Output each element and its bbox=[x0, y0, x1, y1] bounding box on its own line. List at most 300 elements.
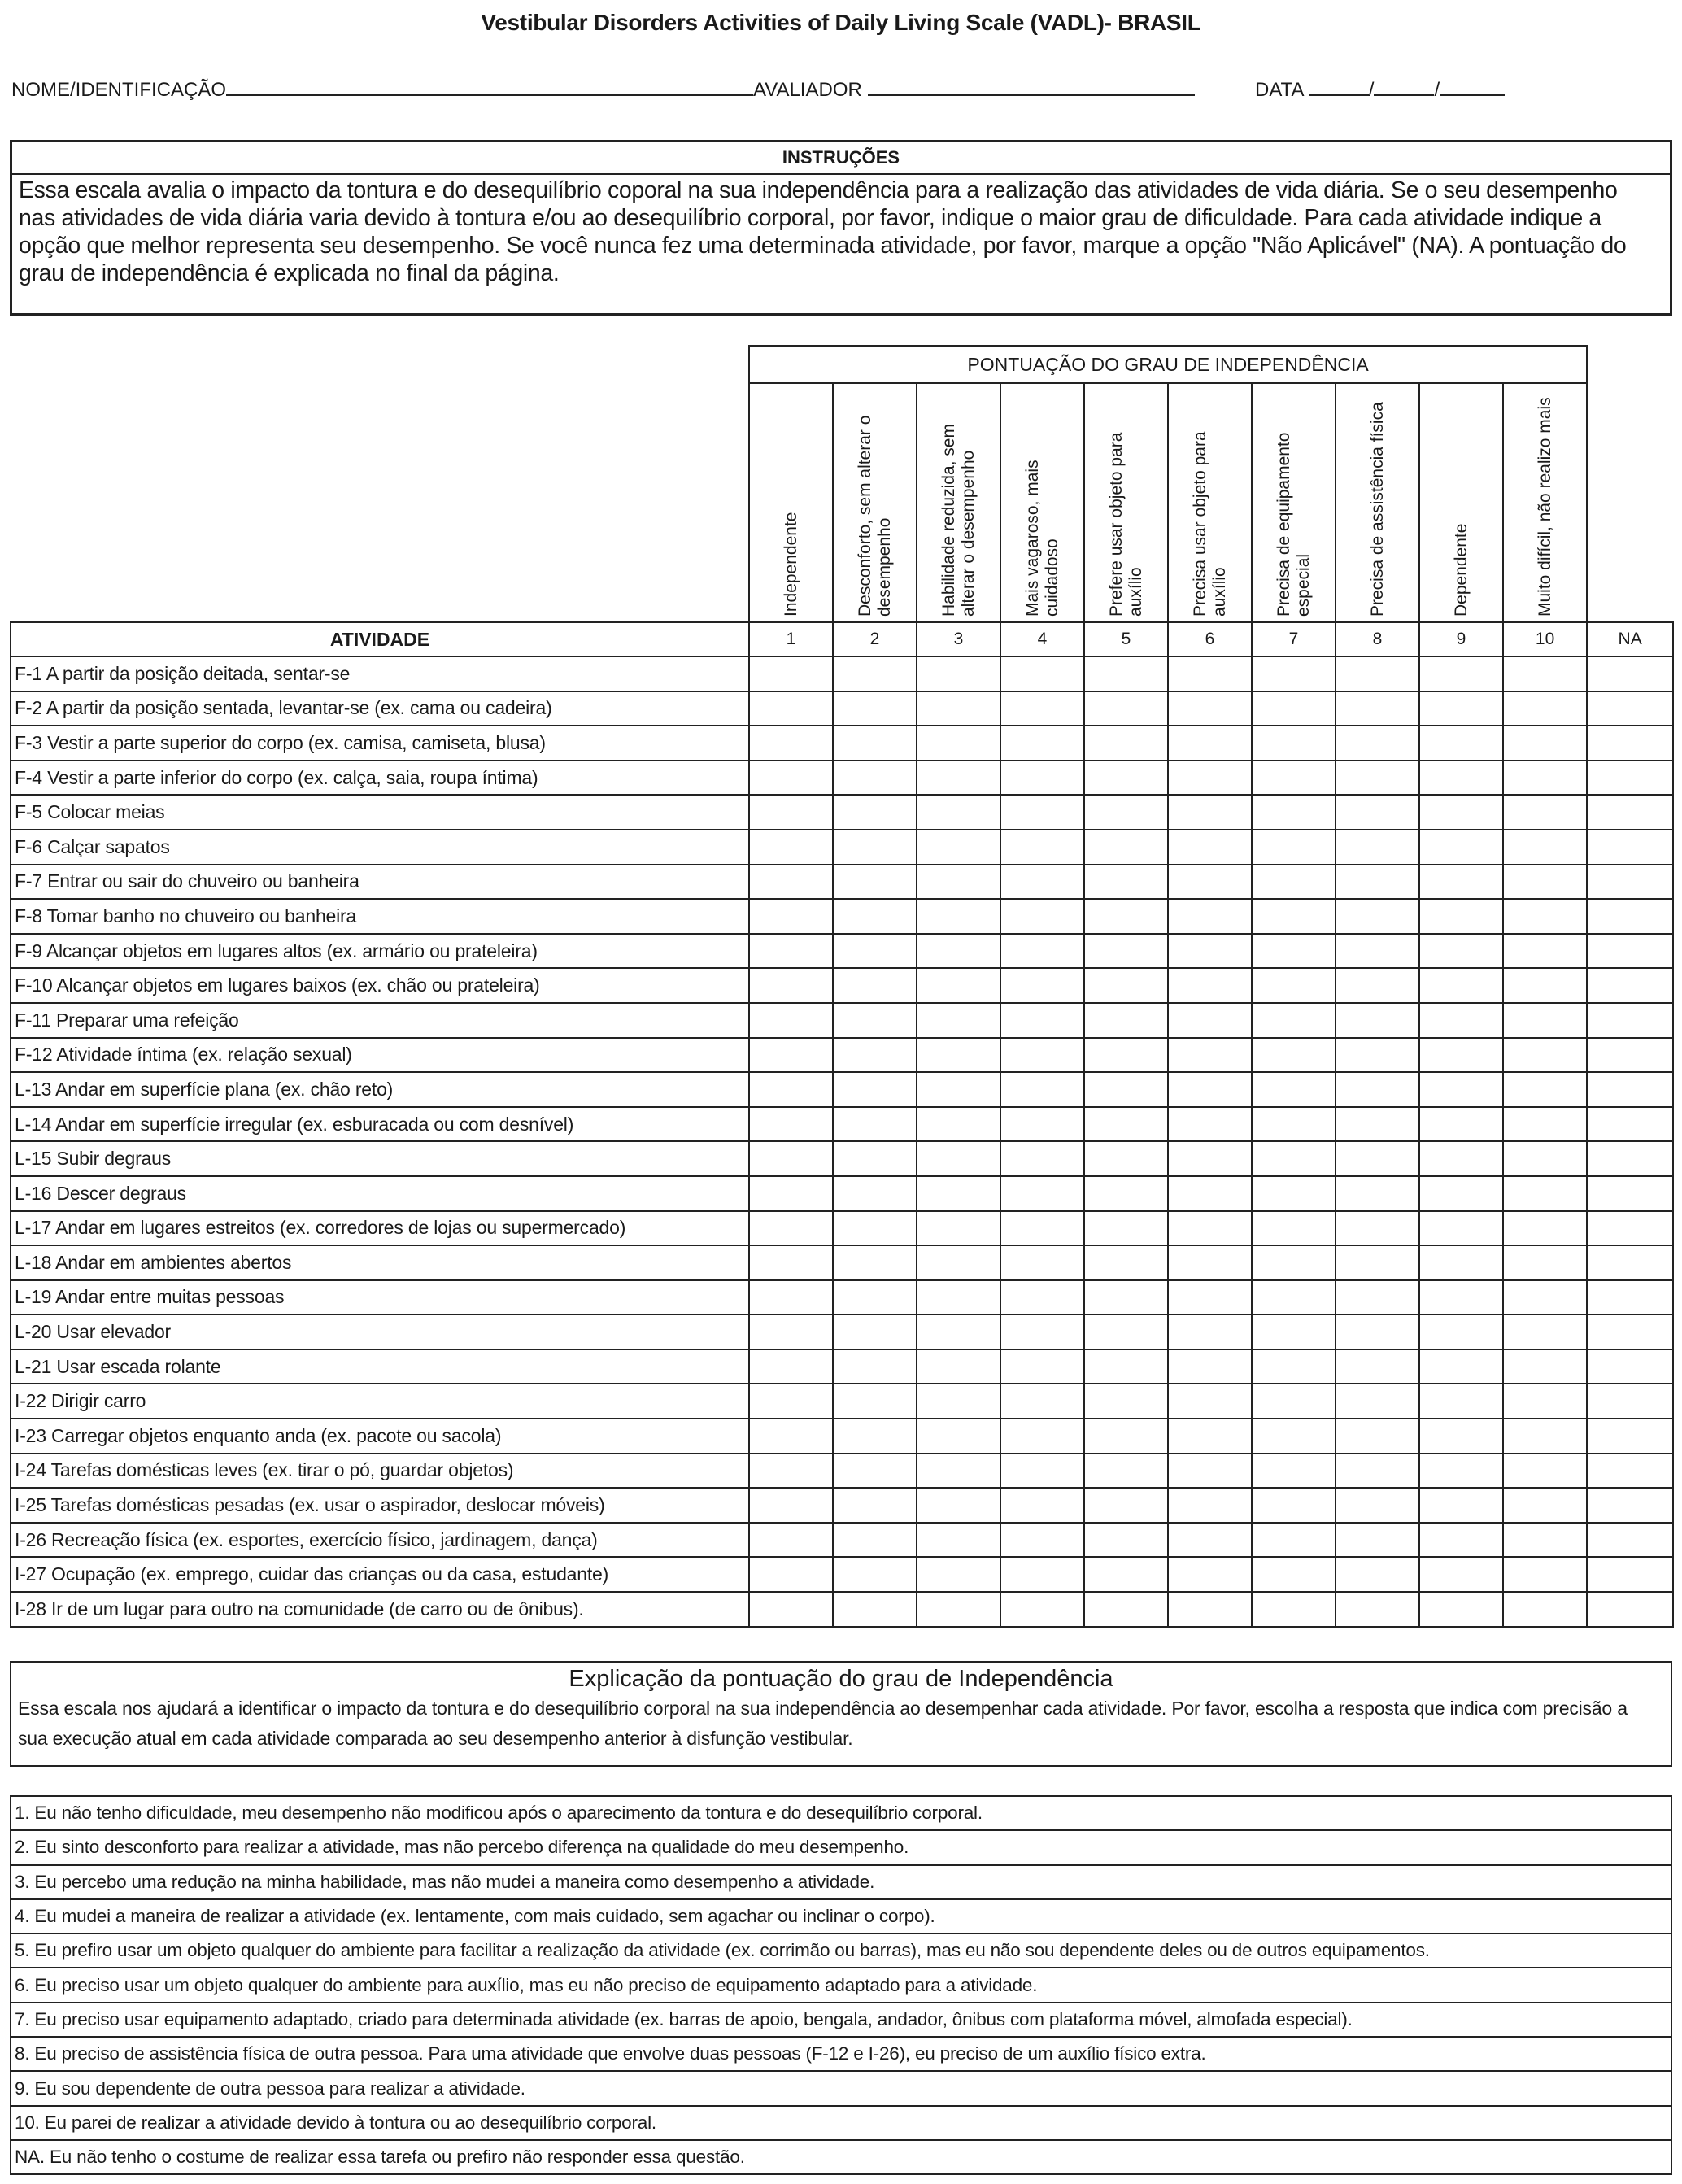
score-cell-3[interactable] bbox=[917, 1038, 1000, 1073]
score-cell-6[interactable] bbox=[1168, 795, 1252, 830]
score-cell-2[interactable] bbox=[833, 1211, 917, 1246]
score-cell-8[interactable] bbox=[1336, 1384, 1419, 1419]
score-cell-na[interactable] bbox=[1587, 691, 1673, 726]
score-cell-10[interactable] bbox=[1503, 1592, 1587, 1627]
score-cell-6[interactable] bbox=[1168, 1419, 1252, 1454]
score-cell-1[interactable] bbox=[749, 1141, 833, 1176]
score-cell-5[interactable] bbox=[1084, 1107, 1168, 1142]
score-cell-3[interactable] bbox=[917, 1349, 1000, 1384]
score-cell-6[interactable] bbox=[1168, 726, 1252, 761]
score-cell-10[interactable] bbox=[1503, 1280, 1587, 1315]
score-cell-9[interactable] bbox=[1419, 934, 1503, 969]
score-cell-7[interactable] bbox=[1252, 1072, 1336, 1107]
score-cell-2[interactable] bbox=[833, 1419, 917, 1454]
score-cell-6[interactable] bbox=[1168, 1523, 1252, 1558]
score-cell-7[interactable] bbox=[1252, 1003, 1336, 1038]
score-cell-6[interactable] bbox=[1168, 1176, 1252, 1211]
score-cell-4[interactable] bbox=[1000, 1523, 1084, 1558]
score-cell-7[interactable] bbox=[1252, 1488, 1336, 1523]
score-cell-6[interactable] bbox=[1168, 1245, 1252, 1280]
score-cell-5[interactable] bbox=[1084, 1488, 1168, 1523]
score-cell-5[interactable] bbox=[1084, 1419, 1168, 1454]
score-cell-7[interactable] bbox=[1252, 1454, 1336, 1489]
score-cell-3[interactable] bbox=[917, 865, 1000, 900]
score-cell-4[interactable] bbox=[1000, 1003, 1084, 1038]
score-cell-10[interactable] bbox=[1503, 934, 1587, 969]
score-cell-1[interactable] bbox=[749, 761, 833, 796]
score-cell-1[interactable] bbox=[749, 1314, 833, 1349]
score-cell-1[interactable] bbox=[749, 1557, 833, 1592]
score-cell-9[interactable] bbox=[1419, 1314, 1503, 1349]
score-cell-5[interactable] bbox=[1084, 968, 1168, 1003]
score-cell-2[interactable] bbox=[833, 1557, 917, 1592]
score-cell-6[interactable] bbox=[1168, 1592, 1252, 1627]
score-cell-na[interactable] bbox=[1587, 1384, 1673, 1419]
score-cell-5[interactable] bbox=[1084, 761, 1168, 796]
score-cell-5[interactable] bbox=[1084, 899, 1168, 934]
score-cell-10[interactable] bbox=[1503, 1454, 1587, 1489]
score-cell-na[interactable] bbox=[1587, 795, 1673, 830]
score-cell-1[interactable] bbox=[749, 934, 833, 969]
score-cell-na[interactable] bbox=[1587, 1072, 1673, 1107]
score-cell-9[interactable] bbox=[1419, 830, 1503, 865]
score-cell-na[interactable] bbox=[1587, 1176, 1673, 1211]
score-cell-10[interactable] bbox=[1503, 899, 1587, 934]
score-cell-7[interactable] bbox=[1252, 1245, 1336, 1280]
score-cell-7[interactable] bbox=[1252, 830, 1336, 865]
score-cell-10[interactable] bbox=[1503, 1419, 1587, 1454]
score-cell-6[interactable] bbox=[1168, 1557, 1252, 1592]
evaluator-field[interactable] bbox=[753, 78, 1195, 102]
score-cell-6[interactable] bbox=[1168, 934, 1252, 969]
score-cell-10[interactable] bbox=[1503, 1523, 1587, 1558]
score-cell-7[interactable] bbox=[1252, 1141, 1336, 1176]
score-cell-3[interactable] bbox=[917, 1176, 1000, 1211]
score-cell-2[interactable] bbox=[833, 865, 917, 900]
score-cell-5[interactable] bbox=[1084, 795, 1168, 830]
score-cell-4[interactable] bbox=[1000, 1349, 1084, 1384]
score-cell-10[interactable] bbox=[1503, 1107, 1587, 1142]
score-cell-1[interactable] bbox=[749, 968, 833, 1003]
score-cell-na[interactable] bbox=[1587, 656, 1673, 691]
score-cell-9[interactable] bbox=[1419, 899, 1503, 934]
score-cell-2[interactable] bbox=[833, 968, 917, 1003]
score-cell-8[interactable] bbox=[1336, 1107, 1419, 1142]
score-cell-10[interactable] bbox=[1503, 1245, 1587, 1280]
score-cell-2[interactable] bbox=[833, 830, 917, 865]
score-cell-4[interactable] bbox=[1000, 1245, 1084, 1280]
score-cell-8[interactable] bbox=[1336, 830, 1419, 865]
score-cell-10[interactable] bbox=[1503, 968, 1587, 1003]
score-cell-7[interactable] bbox=[1252, 934, 1336, 969]
score-cell-na[interactable] bbox=[1587, 1488, 1673, 1523]
score-cell-9[interactable] bbox=[1419, 968, 1503, 1003]
score-cell-8[interactable] bbox=[1336, 795, 1419, 830]
score-cell-9[interactable] bbox=[1419, 1384, 1503, 1419]
score-cell-9[interactable] bbox=[1419, 1107, 1503, 1142]
score-cell-5[interactable] bbox=[1084, 865, 1168, 900]
score-cell-4[interactable] bbox=[1000, 656, 1084, 691]
score-cell-2[interactable] bbox=[833, 795, 917, 830]
score-cell-8[interactable] bbox=[1336, 1072, 1419, 1107]
score-cell-7[interactable] bbox=[1252, 1557, 1336, 1592]
score-cell-3[interactable] bbox=[917, 1384, 1000, 1419]
score-cell-10[interactable] bbox=[1503, 1488, 1587, 1523]
score-cell-8[interactable] bbox=[1336, 968, 1419, 1003]
score-cell-9[interactable] bbox=[1419, 1211, 1503, 1246]
score-cell-6[interactable] bbox=[1168, 656, 1252, 691]
score-cell-2[interactable] bbox=[833, 1245, 917, 1280]
score-cell-5[interactable] bbox=[1084, 1072, 1168, 1107]
score-cell-na[interactable] bbox=[1587, 1141, 1673, 1176]
score-cell-2[interactable] bbox=[833, 1454, 917, 1489]
score-cell-2[interactable] bbox=[833, 1107, 917, 1142]
score-cell-2[interactable] bbox=[833, 1488, 917, 1523]
score-cell-4[interactable] bbox=[1000, 1314, 1084, 1349]
score-cell-4[interactable] bbox=[1000, 1384, 1084, 1419]
date-field[interactable] bbox=[1255, 78, 1505, 102]
score-cell-9[interactable] bbox=[1419, 1176, 1503, 1211]
score-cell-9[interactable] bbox=[1419, 795, 1503, 830]
score-cell-6[interactable] bbox=[1168, 1280, 1252, 1315]
score-cell-na[interactable] bbox=[1587, 1523, 1673, 1558]
score-cell-2[interactable] bbox=[833, 1349, 917, 1384]
score-cell-9[interactable] bbox=[1419, 1592, 1503, 1627]
score-cell-3[interactable] bbox=[917, 899, 1000, 934]
score-cell-4[interactable] bbox=[1000, 691, 1084, 726]
score-cell-9[interactable] bbox=[1419, 1072, 1503, 1107]
score-cell-6[interactable] bbox=[1168, 1384, 1252, 1419]
score-cell-9[interactable] bbox=[1419, 1280, 1503, 1315]
score-cell-2[interactable] bbox=[833, 1523, 917, 1558]
score-cell-5[interactable] bbox=[1084, 656, 1168, 691]
score-cell-3[interactable] bbox=[917, 1245, 1000, 1280]
score-cell-5[interactable] bbox=[1084, 1038, 1168, 1073]
score-cell-9[interactable] bbox=[1419, 761, 1503, 796]
score-cell-10[interactable] bbox=[1503, 726, 1587, 761]
score-cell-8[interactable] bbox=[1336, 1419, 1419, 1454]
score-cell-na[interactable] bbox=[1587, 1211, 1673, 1246]
score-cell-1[interactable] bbox=[749, 899, 833, 934]
score-cell-4[interactable] bbox=[1000, 934, 1084, 969]
score-cell-7[interactable] bbox=[1252, 1349, 1336, 1384]
score-cell-1[interactable] bbox=[749, 1488, 833, 1523]
score-cell-9[interactable] bbox=[1419, 1419, 1503, 1454]
score-cell-2[interactable] bbox=[833, 1003, 917, 1038]
score-cell-5[interactable] bbox=[1084, 1592, 1168, 1627]
score-cell-6[interactable] bbox=[1168, 1211, 1252, 1246]
score-cell-8[interactable] bbox=[1336, 1523, 1419, 1558]
score-cell-na[interactable] bbox=[1587, 830, 1673, 865]
score-cell-1[interactable] bbox=[749, 1072, 833, 1107]
score-cell-8[interactable] bbox=[1336, 1003, 1419, 1038]
score-cell-5[interactable] bbox=[1084, 1454, 1168, 1489]
score-cell-8[interactable] bbox=[1336, 934, 1419, 969]
score-cell-10[interactable] bbox=[1503, 1141, 1587, 1176]
score-cell-2[interactable] bbox=[833, 1280, 917, 1315]
score-cell-5[interactable] bbox=[1084, 726, 1168, 761]
score-cell-5[interactable] bbox=[1084, 1280, 1168, 1315]
score-cell-4[interactable] bbox=[1000, 1488, 1084, 1523]
score-cell-5[interactable] bbox=[1084, 1141, 1168, 1176]
score-cell-4[interactable] bbox=[1000, 1592, 1084, 1627]
score-cell-5[interactable] bbox=[1084, 1245, 1168, 1280]
score-cell-10[interactable] bbox=[1503, 656, 1587, 691]
score-cell-5[interactable] bbox=[1084, 1349, 1168, 1384]
score-cell-1[interactable] bbox=[749, 1280, 833, 1315]
score-cell-1[interactable] bbox=[749, 1245, 833, 1280]
score-cell-10[interactable] bbox=[1503, 865, 1587, 900]
score-cell-7[interactable] bbox=[1252, 691, 1336, 726]
score-cell-3[interactable] bbox=[917, 1003, 1000, 1038]
score-cell-7[interactable] bbox=[1252, 1211, 1336, 1246]
score-cell-3[interactable] bbox=[917, 726, 1000, 761]
score-cell-3[interactable] bbox=[917, 1488, 1000, 1523]
score-cell-na[interactable] bbox=[1587, 968, 1673, 1003]
score-cell-3[interactable] bbox=[917, 934, 1000, 969]
score-cell-6[interactable] bbox=[1168, 761, 1252, 796]
score-cell-2[interactable] bbox=[833, 1141, 917, 1176]
score-cell-6[interactable] bbox=[1168, 830, 1252, 865]
score-cell-6[interactable] bbox=[1168, 968, 1252, 1003]
score-cell-3[interactable] bbox=[917, 968, 1000, 1003]
score-cell-3[interactable] bbox=[917, 656, 1000, 691]
score-cell-8[interactable] bbox=[1336, 1280, 1419, 1315]
score-cell-1[interactable] bbox=[749, 1592, 833, 1627]
score-cell-3[interactable] bbox=[917, 1107, 1000, 1142]
score-cell-na[interactable] bbox=[1587, 726, 1673, 761]
score-cell-8[interactable] bbox=[1336, 656, 1419, 691]
score-cell-3[interactable] bbox=[917, 1280, 1000, 1315]
score-cell-7[interactable] bbox=[1252, 761, 1336, 796]
score-cell-10[interactable] bbox=[1503, 1038, 1587, 1073]
score-cell-4[interactable] bbox=[1000, 1072, 1084, 1107]
score-cell-3[interactable] bbox=[917, 1141, 1000, 1176]
score-cell-4[interactable] bbox=[1000, 761, 1084, 796]
score-cell-4[interactable] bbox=[1000, 1211, 1084, 1246]
score-cell-6[interactable] bbox=[1168, 1107, 1252, 1142]
score-cell-1[interactable] bbox=[749, 1211, 833, 1246]
score-cell-na[interactable] bbox=[1587, 761, 1673, 796]
score-cell-7[interactable] bbox=[1252, 1280, 1336, 1315]
score-cell-10[interactable] bbox=[1503, 830, 1587, 865]
score-cell-1[interactable] bbox=[749, 1454, 833, 1489]
score-cell-5[interactable] bbox=[1084, 1557, 1168, 1592]
score-cell-3[interactable] bbox=[917, 1072, 1000, 1107]
score-cell-10[interactable] bbox=[1503, 761, 1587, 796]
score-cell-10[interactable] bbox=[1503, 1384, 1587, 1419]
score-cell-5[interactable] bbox=[1084, 1176, 1168, 1211]
score-cell-1[interactable] bbox=[749, 1176, 833, 1211]
score-cell-9[interactable] bbox=[1419, 1557, 1503, 1592]
score-cell-4[interactable] bbox=[1000, 830, 1084, 865]
score-cell-5[interactable] bbox=[1084, 934, 1168, 969]
score-cell-6[interactable] bbox=[1168, 1003, 1252, 1038]
score-cell-10[interactable] bbox=[1503, 1211, 1587, 1246]
score-cell-4[interactable] bbox=[1000, 1280, 1084, 1315]
score-cell-6[interactable] bbox=[1168, 1349, 1252, 1384]
score-cell-3[interactable] bbox=[917, 1454, 1000, 1489]
score-cell-4[interactable] bbox=[1000, 865, 1084, 900]
score-cell-6[interactable] bbox=[1168, 1488, 1252, 1523]
score-cell-1[interactable] bbox=[749, 1384, 833, 1419]
score-cell-4[interactable] bbox=[1000, 726, 1084, 761]
score-cell-na[interactable] bbox=[1587, 865, 1673, 900]
score-cell-na[interactable] bbox=[1587, 1314, 1673, 1349]
score-cell-1[interactable] bbox=[749, 656, 833, 691]
score-cell-3[interactable] bbox=[917, 761, 1000, 796]
score-cell-na[interactable] bbox=[1587, 1003, 1673, 1038]
score-cell-2[interactable] bbox=[833, 1072, 917, 1107]
score-cell-6[interactable] bbox=[1168, 1072, 1252, 1107]
score-cell-4[interactable] bbox=[1000, 1038, 1084, 1073]
score-cell-na[interactable] bbox=[1587, 1454, 1673, 1489]
score-cell-1[interactable] bbox=[749, 795, 833, 830]
score-cell-1[interactable] bbox=[749, 1523, 833, 1558]
score-cell-2[interactable] bbox=[833, 1384, 917, 1419]
score-cell-10[interactable] bbox=[1503, 795, 1587, 830]
score-cell-9[interactable] bbox=[1419, 1454, 1503, 1489]
score-cell-8[interactable] bbox=[1336, 761, 1419, 796]
score-cell-1[interactable] bbox=[749, 1038, 833, 1073]
score-cell-8[interactable] bbox=[1336, 1038, 1419, 1073]
score-cell-8[interactable] bbox=[1336, 899, 1419, 934]
score-cell-7[interactable] bbox=[1252, 1107, 1336, 1142]
score-cell-5[interactable] bbox=[1084, 691, 1168, 726]
score-cell-8[interactable] bbox=[1336, 1488, 1419, 1523]
score-cell-10[interactable] bbox=[1503, 1314, 1587, 1349]
score-cell-7[interactable] bbox=[1252, 1384, 1336, 1419]
score-cell-7[interactable] bbox=[1252, 795, 1336, 830]
score-cell-9[interactable] bbox=[1419, 865, 1503, 900]
score-cell-na[interactable] bbox=[1587, 1107, 1673, 1142]
score-cell-na[interactable] bbox=[1587, 1419, 1673, 1454]
score-cell-1[interactable] bbox=[749, 1349, 833, 1384]
score-cell-6[interactable] bbox=[1168, 865, 1252, 900]
score-cell-2[interactable] bbox=[833, 1314, 917, 1349]
score-cell-7[interactable] bbox=[1252, 656, 1336, 691]
date-day-line[interactable] bbox=[1309, 78, 1369, 96]
score-cell-8[interactable] bbox=[1336, 1314, 1419, 1349]
score-cell-1[interactable] bbox=[749, 1419, 833, 1454]
score-cell-2[interactable] bbox=[833, 656, 917, 691]
score-cell-6[interactable] bbox=[1168, 691, 1252, 726]
score-cell-3[interactable] bbox=[917, 1557, 1000, 1592]
score-cell-5[interactable] bbox=[1084, 1314, 1168, 1349]
score-cell-4[interactable] bbox=[1000, 1557, 1084, 1592]
score-cell-10[interactable] bbox=[1503, 1349, 1587, 1384]
score-cell-7[interactable] bbox=[1252, 1038, 1336, 1073]
score-cell-7[interactable] bbox=[1252, 726, 1336, 761]
score-cell-1[interactable] bbox=[749, 1003, 833, 1038]
score-cell-na[interactable] bbox=[1587, 934, 1673, 969]
score-cell-3[interactable] bbox=[917, 1211, 1000, 1246]
date-year-line[interactable] bbox=[1440, 78, 1505, 96]
score-cell-1[interactable] bbox=[749, 726, 833, 761]
score-cell-1[interactable] bbox=[749, 865, 833, 900]
score-cell-7[interactable] bbox=[1252, 1523, 1336, 1558]
score-cell-8[interactable] bbox=[1336, 1557, 1419, 1592]
score-cell-6[interactable] bbox=[1168, 1141, 1252, 1176]
score-cell-4[interactable] bbox=[1000, 1419, 1084, 1454]
score-cell-4[interactable] bbox=[1000, 899, 1084, 934]
score-cell-5[interactable] bbox=[1084, 1003, 1168, 1038]
score-cell-9[interactable] bbox=[1419, 656, 1503, 691]
score-cell-8[interactable] bbox=[1336, 1176, 1419, 1211]
score-cell-2[interactable] bbox=[833, 1176, 917, 1211]
score-cell-3[interactable] bbox=[917, 1419, 1000, 1454]
score-cell-na[interactable] bbox=[1587, 1038, 1673, 1073]
score-cell-na[interactable] bbox=[1587, 1280, 1673, 1315]
score-cell-8[interactable] bbox=[1336, 1592, 1419, 1627]
score-cell-8[interactable] bbox=[1336, 1349, 1419, 1384]
score-cell-7[interactable] bbox=[1252, 1176, 1336, 1211]
score-cell-8[interactable] bbox=[1336, 691, 1419, 726]
score-cell-9[interactable] bbox=[1419, 1488, 1503, 1523]
score-cell-2[interactable] bbox=[833, 1038, 917, 1073]
score-cell-3[interactable] bbox=[917, 795, 1000, 830]
score-cell-2[interactable] bbox=[833, 899, 917, 934]
score-cell-3[interactable] bbox=[917, 1523, 1000, 1558]
score-cell-5[interactable] bbox=[1084, 1211, 1168, 1246]
name-line[interactable] bbox=[226, 78, 753, 96]
score-cell-8[interactable] bbox=[1336, 1245, 1419, 1280]
score-cell-5[interactable] bbox=[1084, 1384, 1168, 1419]
score-cell-10[interactable] bbox=[1503, 691, 1587, 726]
score-cell-2[interactable] bbox=[833, 726, 917, 761]
score-cell-5[interactable] bbox=[1084, 1523, 1168, 1558]
date-month-line[interactable] bbox=[1374, 78, 1434, 96]
score-cell-7[interactable] bbox=[1252, 1314, 1336, 1349]
score-cell-10[interactable] bbox=[1503, 1072, 1587, 1107]
score-cell-4[interactable] bbox=[1000, 968, 1084, 1003]
name-field[interactable] bbox=[11, 78, 753, 102]
score-cell-7[interactable] bbox=[1252, 899, 1336, 934]
score-cell-1[interactable] bbox=[749, 830, 833, 865]
score-cell-6[interactable] bbox=[1168, 899, 1252, 934]
score-cell-8[interactable] bbox=[1336, 1211, 1419, 1246]
score-cell-9[interactable] bbox=[1419, 1245, 1503, 1280]
score-cell-na[interactable] bbox=[1587, 899, 1673, 934]
score-cell-9[interactable] bbox=[1419, 726, 1503, 761]
score-cell-7[interactable] bbox=[1252, 1592, 1336, 1627]
score-cell-7[interactable] bbox=[1252, 968, 1336, 1003]
score-cell-4[interactable] bbox=[1000, 1176, 1084, 1211]
score-cell-3[interactable] bbox=[917, 830, 1000, 865]
score-cell-4[interactable] bbox=[1000, 1141, 1084, 1176]
score-cell-9[interactable] bbox=[1419, 1141, 1503, 1176]
score-cell-5[interactable] bbox=[1084, 830, 1168, 865]
score-cell-10[interactable] bbox=[1503, 1557, 1587, 1592]
score-cell-2[interactable] bbox=[833, 934, 917, 969]
score-cell-6[interactable] bbox=[1168, 1314, 1252, 1349]
score-cell-4[interactable] bbox=[1000, 795, 1084, 830]
score-cell-9[interactable] bbox=[1419, 1349, 1503, 1384]
score-cell-9[interactable] bbox=[1419, 691, 1503, 726]
score-cell-2[interactable] bbox=[833, 761, 917, 796]
score-cell-6[interactable] bbox=[1168, 1038, 1252, 1073]
score-cell-8[interactable] bbox=[1336, 1141, 1419, 1176]
score-cell-10[interactable] bbox=[1503, 1003, 1587, 1038]
score-cell-9[interactable] bbox=[1419, 1038, 1503, 1073]
score-cell-2[interactable] bbox=[833, 1592, 917, 1627]
score-cell-8[interactable] bbox=[1336, 1454, 1419, 1489]
score-cell-8[interactable] bbox=[1336, 865, 1419, 900]
score-cell-na[interactable] bbox=[1587, 1245, 1673, 1280]
score-cell-3[interactable] bbox=[917, 1314, 1000, 1349]
score-cell-9[interactable] bbox=[1419, 1003, 1503, 1038]
score-cell-4[interactable] bbox=[1000, 1107, 1084, 1142]
